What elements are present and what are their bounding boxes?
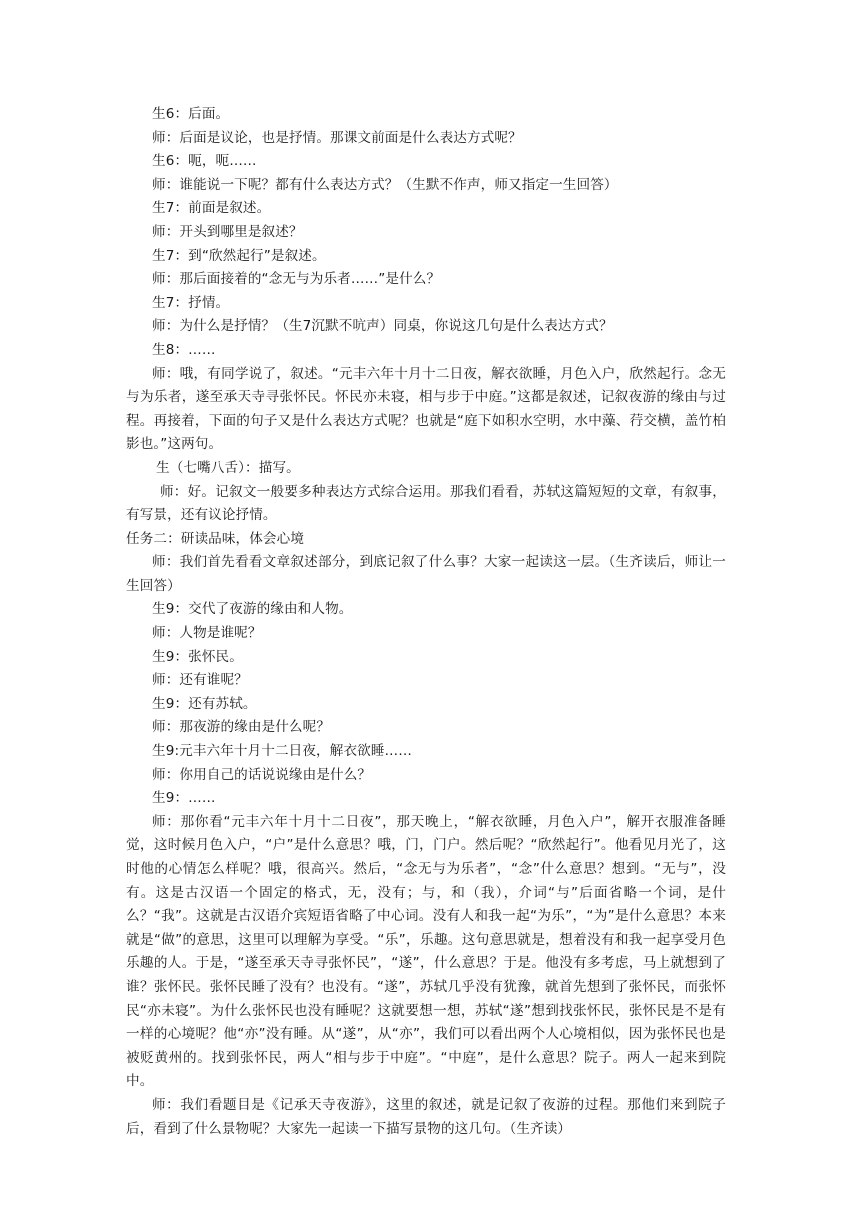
paragraph: 师：后面是议论，也是抒情。那课文前面是什么表达方式呢？ [152,129,522,146]
paragraph: 生9：交代了夜游的缘由和人物。 [152,601,353,618]
paragraph: 师：哦，有同学说了，叙述。“元丰六年十月十二日夜，解衣欲睡，月色入户，欣然起行。念无与为乐者，遂至承天寺寻张怀民。怀民亦未寝，相与步于中庭。”这都是叙述，记叙夜游的缘由与过程。再接着，下面的句子又是什么表达方式呢？也就是“庭下如积水空明，水中藻、荇交横，盖竹柏影也。”这两句。 [126,365,726,453]
paragraph: 师：那夜游的缘由是什么呢？ [152,719,331,736]
paragraph: 生（七嘴八舌）：描写。 [156,459,300,476]
document-body [126,103,726,1141]
paragraph: 生6：呃，呃…… [152,153,257,170]
paragraph: 生7：到“欣然起行”是叙述。 [152,247,326,264]
section-heading: 任务二：研读品味，体会心境 [126,530,305,547]
paragraph: 师：那你看“元丰六年十月十二日夜”，那天晚上，“解衣欲睡，月色入户”，解开衣服准备睡觉，这时候月色入户，“户”是什么意思？哦，门，门户。然后呢？“欣然起行”。他看见月光了，这时他的心情怎么样呢？哦，很高兴。然后，“念无与为乐者”，“念”什么意思？想到。“无与”，没有。这是古汉语一个固定的格式，无，没有；与，和（我），介词“与”后面省略一个词，是什么？“我”。这就是古汉语介宾短语省略了中心词。没有人和我一起“为乐”，“为”是什么意思？本来就是“做”的意思，这里可以理解为享受。“乐”，乐趣。这句意思就是，想着没有和我一起享受月色乐趣的人。于是，“遂至承天寺寻张怀民”，“遂”，什么意思？于是。他没有多考虑，马上就想到了谁？张怀民。张怀民睡了没有？也没有。“遂”，苏轼几乎没有犹豫，就首先想到了张怀民，而张怀民“亦未寝”。为什么张怀民也没有睡呢？这就要想一想，苏轼“遂”想到找张怀民，张怀民是不是有一样的心境呢？他“亦”没有睡。从“遂”，从“亦”，我们可以看出两个人心境相似，因为张怀民也是被贬黄州的。找到张怀民，两人“相与步于中庭”。“中庭”，是什么意思？院子。两人一起来到院中。 [126,813,726,1090]
paragraph: 生9：还有苏轼。 [152,695,257,712]
paragraph: 师：我们首先看看文章叙述部分，到底记叙了什么事？大家一起读这一层。（生齐读后，师让一生回答） [126,554,726,594]
paragraph: 师：开头到哪里是叙述？ [152,223,303,240]
paragraph: 生9：…… [152,790,216,807]
paragraph: 师：为什么是抒情？（生7沉默不吭声）同桌，你说这几句是什么表达方式？ [152,318,613,335]
paragraph: 师：我们看题目是《记承天寺夜游》，这里的叙述，就是记叙了夜游的过程。那他们来到院子后，看到了什么景物呢？大家先一起读一下描写景物的这几句。（生齐读） [126,1096,726,1137]
paragraph: 生9:元丰六年十月十二日夜，解衣欲睡…… [152,743,412,760]
paragraph: 师：你用自己的话说说缘由是什么？ [152,766,372,783]
paragraph: 生8：…… [152,341,216,358]
paragraph: 生9：张怀民。 [152,648,243,665]
paragraph: 师：谁能说一下呢？都有什么表达方式？（生默不作声，师又指定一生回答） [152,176,618,193]
paragraph: 师：人物是谁呢？ [152,625,262,642]
paragraph: 师：还有谁呢？ [152,672,248,689]
paragraph: 生6：后面。 [152,106,230,122]
paragraph: 生7：抒情。 [152,294,230,311]
paragraph: 师：那后面接着的“念无与为乐者……”是什么？ [152,271,441,288]
paragraph: 生7：前面是叙述。 [152,200,271,217]
paragraph: 师：好。记叙文一般要多种表达方式综合运用。那我们看看，苏轼这篇短短的文章，有叙事，有写景，还有议论抒情。 [126,483,726,524]
